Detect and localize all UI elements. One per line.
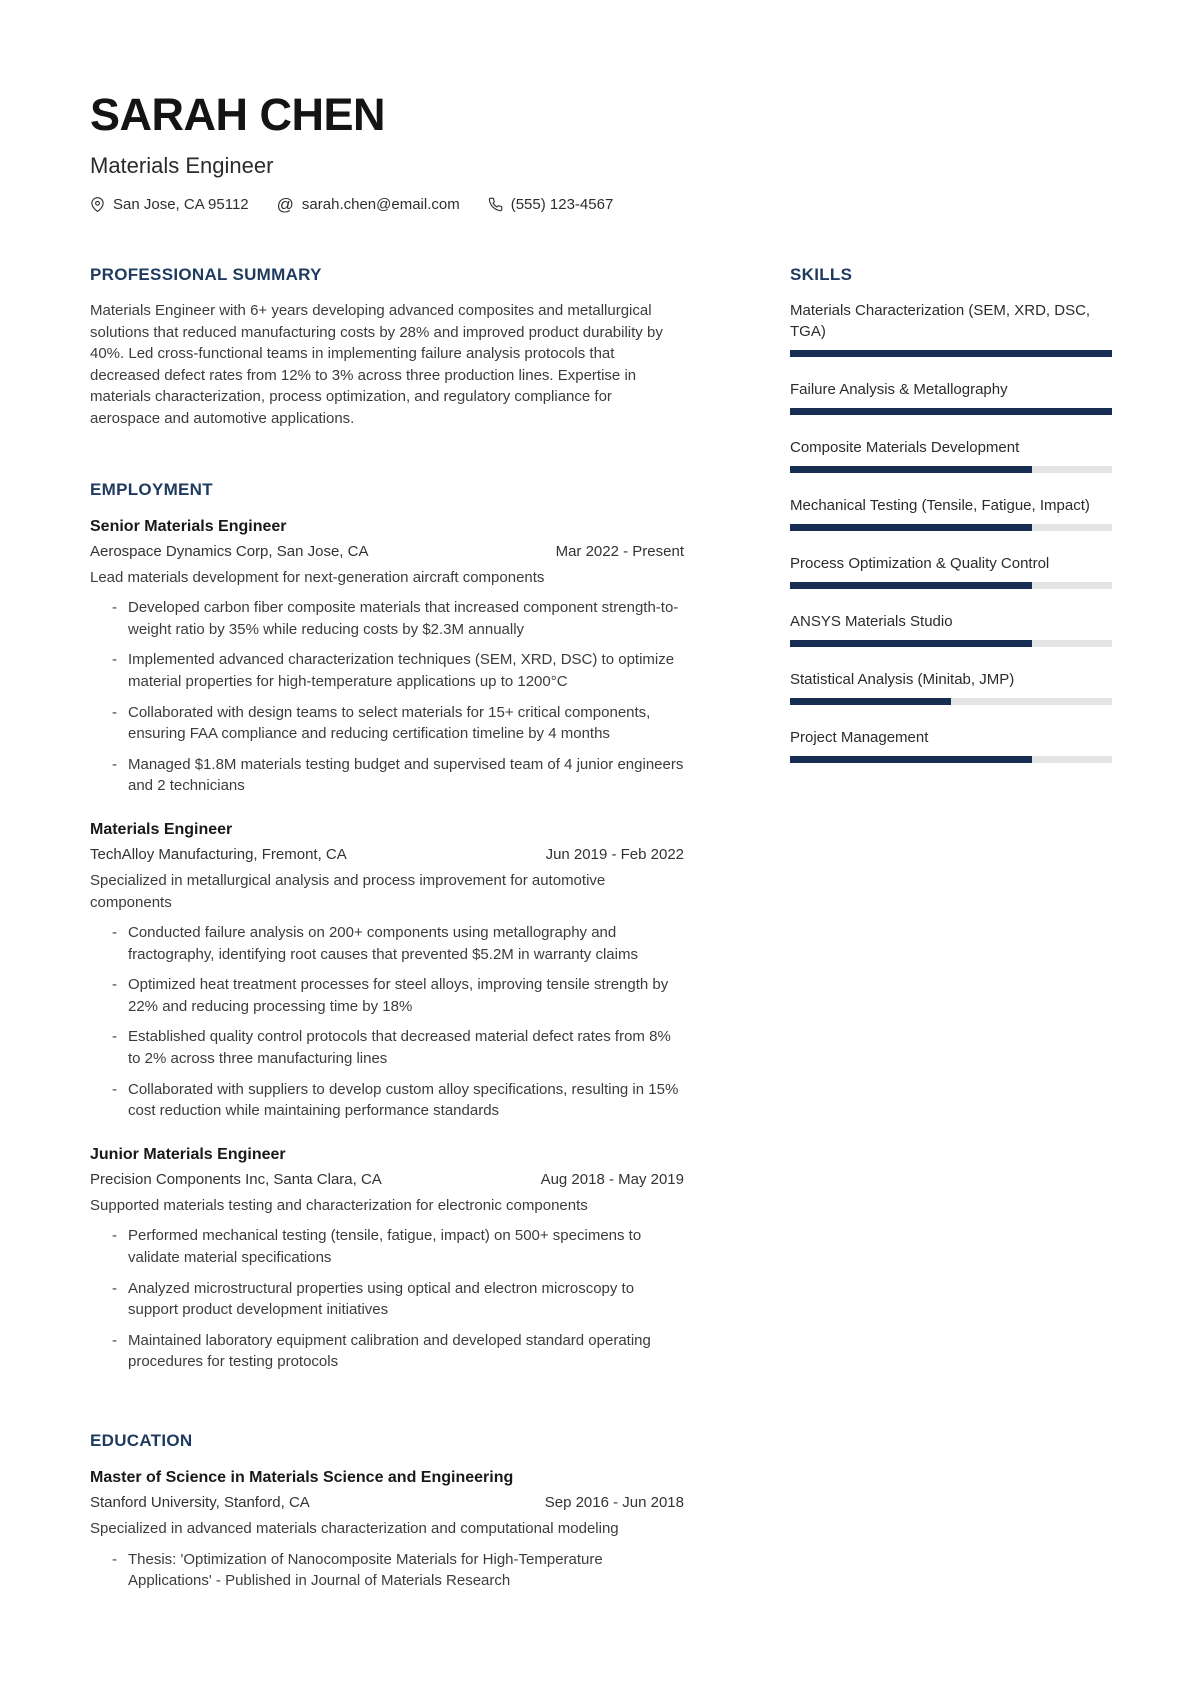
- job-title: Junior Materials Engineer: [90, 1145, 286, 1163]
- skill-name: Process Optimization & Quality Control: [790, 555, 1050, 572]
- main-column: [90, 265, 684, 1601]
- job-description: Lead materials development for next-generation aircraft components: [90, 568, 545, 586]
- company-name: Aerospace Dynamics Corp, San Jose, CA: [90, 542, 369, 560]
- skills-list: [790, 300, 1112, 763]
- job-subrow: [90, 543, 684, 560]
- skill-name: Project Management: [790, 729, 929, 746]
- job-bullet-list: [90, 597, 684, 797]
- job-dates: Mar 2022 - Present: [555, 542, 684, 560]
- education-heading: EDUCATION: [90, 1431, 193, 1450]
- summary-section: [90, 265, 684, 430]
- education-dates: Sep 2016 - Jun 2018: [544, 1494, 684, 1511]
- skill-name: Statistical Analysis (Minitab, JMP): [790, 671, 1015, 688]
- skill-bar-fill: [790, 350, 1112, 357]
- bullet-item: - Analyzed microstructural properties using optical and electron microscopy to support product development initiatives: [112, 1278, 684, 1321]
- bullet-item: - Performed mechanical testing (tensile, fatigue, impact) on 500+ specimens to validate material specifications: [112, 1225, 684, 1268]
- contact-location-text: San Jose, CA 95112: [113, 196, 249, 213]
- skill-item: [790, 669, 1112, 705]
- bullet-item: - Managed $1.8M materials testing budget and supervised team of 4 junior engineers and 2 technicians: [112, 754, 684, 797]
- skill-bar-fill: [790, 756, 1032, 763]
- education-description: Specialized in advanced materials characterization and computational modeling: [90, 1520, 619, 1537]
- resume-header: [90, 89, 1112, 214]
- bullet-item: - Collaborated with suppliers to develop custom alloy specifications, resulting in 15% cost reduction while maintaining performance standards: [112, 1079, 684, 1122]
- skills-section: [790, 265, 1112, 763]
- summary-text: Materials Engineer with 6+ years developing advanced composites and metallurgical solutions that reduced manufacturing costs by 28% and improved product durability by 40%. Led cross-functional teams in implementing failure analysis protocols that decreased defect rates from 12% to 3% across three production lines. Expertise in materials characterization, process optimization, and regulatory compliance for aerospace and automotive applications.: [90, 302, 663, 427]
- employment-heading: EMPLOYMENT: [90, 479, 213, 499]
- employment-section: [90, 480, 684, 1373]
- school-name: Stanford University, Stanford, CA: [90, 1494, 310, 1511]
- skill-item: [790, 727, 1112, 763]
- skill-name: Materials Characterization (SEM, XRD, DSC, TGA): [790, 302, 1091, 340]
- job-bullet-list: [90, 922, 684, 1122]
- job-entry: [90, 821, 684, 1122]
- at-sign-icon: @: [276, 195, 294, 214]
- skill-item: [790, 379, 1112, 415]
- company-name: Precision Components Inc, Santa Clara, CA: [90, 1170, 382, 1188]
- contact-email-text: sarah.chen@email.com: [301, 196, 460, 213]
- skill-bar-track: [790, 582, 1112, 589]
- job-dates: Aug 2018 - May 2019: [540, 1170, 684, 1188]
- candidate-title: Materials Engineer: [90, 153, 274, 178]
- degree-title: Master of Science in Materials Science and Engineering: [90, 1469, 514, 1486]
- contact-location: [90, 196, 249, 213]
- skill-bar-fill: [790, 524, 1032, 531]
- education-subrow: [90, 1494, 684, 1511]
- skill-bar-fill: [790, 408, 1112, 415]
- skill-bar-track: [790, 350, 1112, 357]
- bullet-item: - Established quality control protocols that decreased material defect rates from 8% to 2% across three manufacturing lines: [112, 1026, 684, 1069]
- job-subrow: [90, 1171, 684, 1188]
- education-bullet-list: [90, 1549, 684, 1592]
- job-title: Materials Engineer: [90, 820, 233, 838]
- job-subrow: [90, 846, 684, 863]
- job-entry: [90, 1146, 684, 1373]
- contact-phone: [488, 196, 614, 213]
- skill-item: [790, 611, 1112, 647]
- contact-row: [90, 196, 1112, 213]
- bullet-item: - Optimized heat treatment processes for steel alloys, improving tensile strength by 22% and reducing processing time by 18%: [112, 974, 684, 1017]
- skill-bar-track: [790, 698, 1112, 705]
- education-entry: [90, 1469, 684, 1592]
- skill-item: [790, 300, 1112, 357]
- job-description: Specialized in metallurgical analysis and process improvement for automotive components: [90, 871, 606, 911]
- skill-bar-track: [790, 524, 1112, 531]
- skill-bar-track: [790, 640, 1112, 647]
- job-dates: Jun 2019 - Feb 2022: [545, 845, 684, 863]
- skill-name: Mechanical Testing (Tensile, Fatigue, Impact): [790, 497, 1090, 514]
- contact-email: [277, 196, 460, 213]
- bullet-item: - Thesis: 'Optimization of Nanocomposite Materials for High-Temperature Applications' - Published in Journal of Materials Research: [112, 1549, 684, 1592]
- skill-bar-track: [790, 408, 1112, 415]
- job-entry: [90, 518, 684, 797]
- candidate-name: SARAH CHEN: [90, 89, 386, 140]
- education-section: [90, 1431, 684, 1592]
- phone-icon: [488, 197, 503, 212]
- skill-bar-fill: [790, 466, 1032, 473]
- skill-bar-fill: [790, 582, 1032, 589]
- skill-item: [790, 495, 1112, 531]
- skill-name: Failure Analysis & Metallography: [790, 381, 1008, 398]
- contact-phone-text: (555) 123-4567: [510, 196, 614, 213]
- skill-bar-track: [790, 756, 1112, 763]
- content-columns: [90, 265, 1112, 1601]
- skill-bar-fill: [790, 698, 951, 705]
- bullet-item: - Developed carbon fiber composite materials that increased component strength-to-weight ratio by 35% while reducing costs by $2.3M annually: [112, 597, 684, 640]
- bullet-item: - Collaborated with design teams to select materials for 15+ critical components, ensuring FAA compliance and reducing certification timeline by 4 months: [112, 702, 684, 745]
- skill-bar-fill: [790, 640, 1032, 647]
- job-title: Senior Materials Engineer: [90, 517, 287, 535]
- job-bullet-list: [90, 1225, 684, 1373]
- bullet-item: - Maintained laboratory equipment calibration and developed standard operating procedures for testing protocols: [112, 1330, 684, 1373]
- skills-heading: SKILLS: [790, 265, 853, 284]
- skill-item: [790, 553, 1112, 589]
- sidebar-column: [790, 265, 1112, 785]
- bullet-item: - Implemented advanced characterization techniques (SEM, XRD, DSC) to optimize material properties for high-temperature applications up to 1200°C: [112, 649, 684, 692]
- job-list: [90, 518, 684, 1373]
- skill-name: ANSYS Materials Studio: [790, 613, 953, 630]
- company-name: TechAlloy Manufacturing, Fremont, CA: [90, 845, 347, 863]
- job-description: Supported materials testing and characterization for electronic components: [90, 1196, 588, 1214]
- skill-name: Composite Materials Development: [790, 439, 1020, 456]
- skill-item: [790, 437, 1112, 473]
- bullet-item: - Conducted failure analysis on 200+ components using metallography and fractography, identifying root causes that prevented $5.2M in warranty claims: [112, 922, 684, 965]
- location-pin-icon: [90, 197, 105, 212]
- skill-bar-track: [790, 466, 1112, 473]
- summary-heading: PROFESSIONAL SUMMARY: [90, 265, 322, 284]
